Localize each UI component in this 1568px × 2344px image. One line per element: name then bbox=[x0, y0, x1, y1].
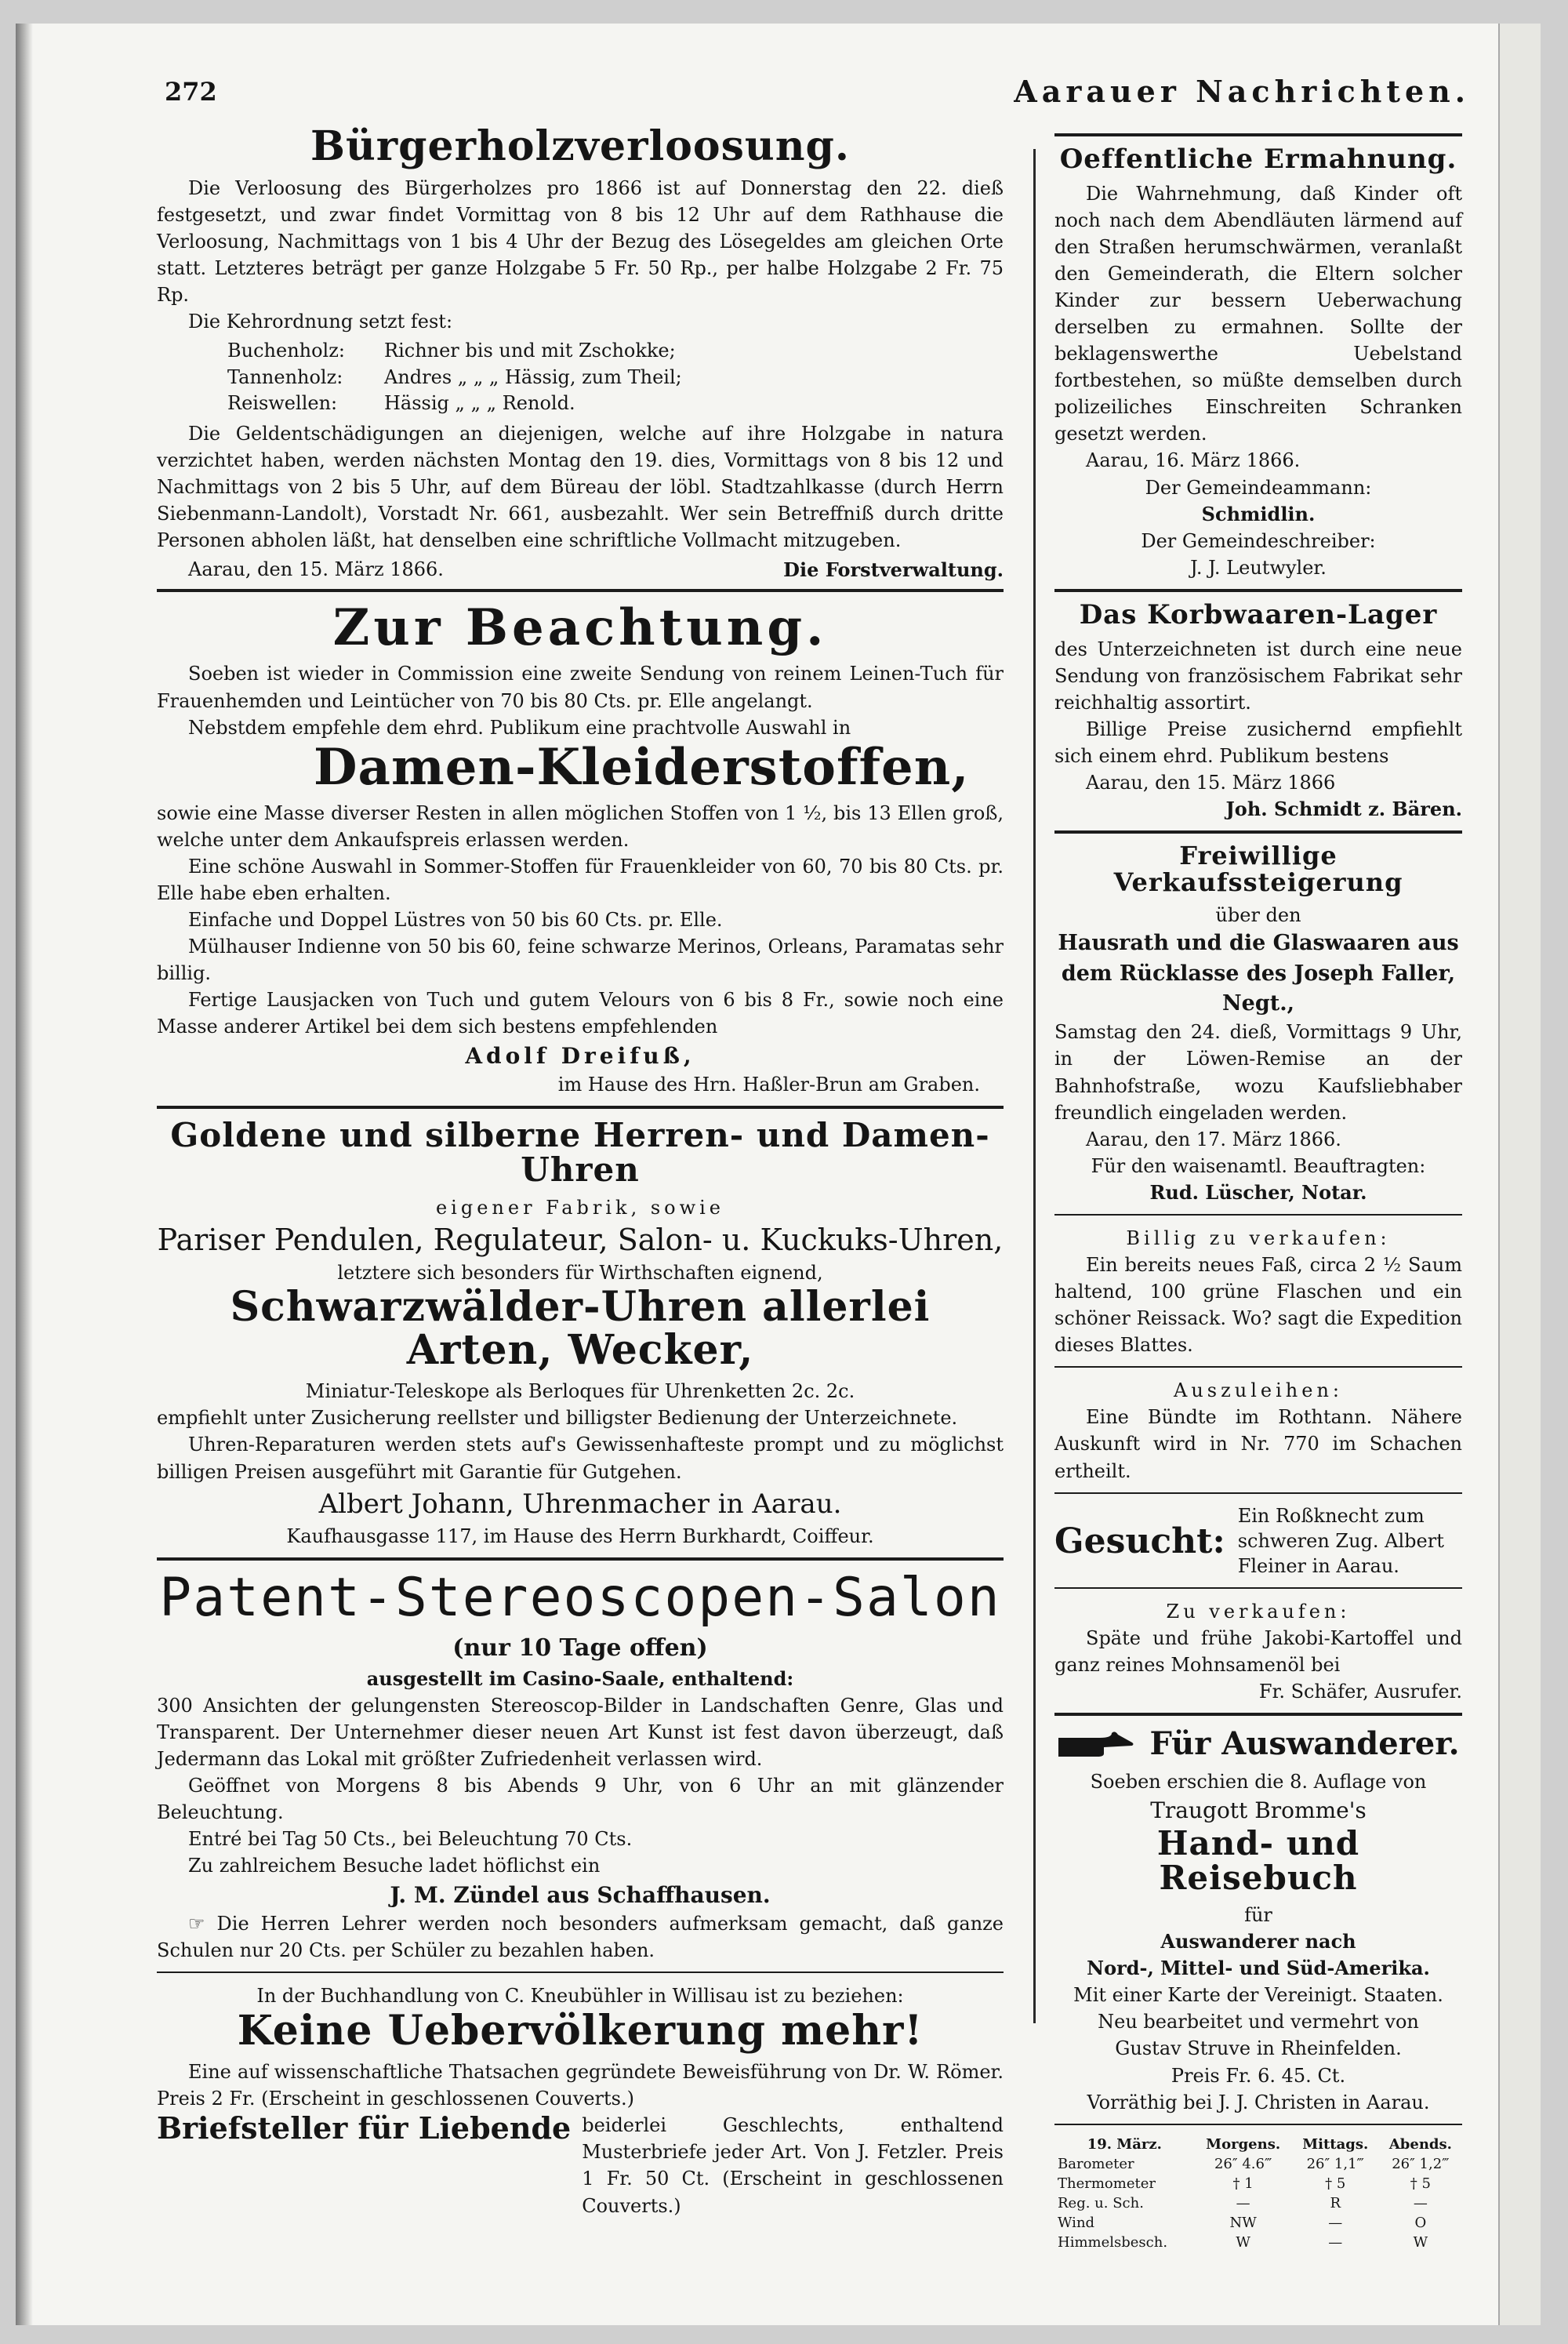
versteigerung-title: Freiwillige Verkaufssteigerung bbox=[1113, 841, 1403, 897]
weather-cell: † 5 bbox=[1410, 2175, 1431, 2192]
ad-auswanderer bbox=[1054, 1725, 1462, 2116]
weather-row bbox=[1054, 2154, 1462, 2174]
weather-cell: — bbox=[1328, 2214, 1343, 2231]
weather-row bbox=[1054, 2233, 1462, 2252]
section-rule bbox=[157, 589, 1004, 592]
right-column bbox=[1054, 125, 1462, 2252]
weather-header-row bbox=[1054, 2135, 1462, 2154]
pointing-hand-icon bbox=[1057, 1728, 1135, 1760]
ad-zu-verkaufen bbox=[1054, 1598, 1462, 1705]
korb-date: Aarau, den 15. März 1866 bbox=[1086, 771, 1336, 794]
buchhandlung-intro: In der Buchhandlung von C. Kneubühler in Willisau ist zu beziehen: bbox=[256, 1985, 904, 2008]
weather-header: Morgens. bbox=[1206, 2135, 1281, 2153]
pointing-hand-icon: ☞ bbox=[188, 1913, 217, 1935]
weather-cell: Reg. u. Sch. bbox=[1058, 2194, 1144, 2211]
beachtung-p7: Fertige Lausjacken von Tuch und gutem Velours von 6 bis 8 Fr., sowie noch eine Masse anderer Artikel bei dem sich bestens empfehlenden bbox=[157, 989, 1004, 1038]
beachtung-p5: Einfache und Doppel Lüstres von 50 bis 60 Cts. pr. Elle. bbox=[188, 909, 723, 932]
beachtung-p3: sowie eine Masse diverser Resten in allen möglichen Stoffen von 1 ½, bis 13 Ellen groß, welche unter dem Ankaufspreis erlassen werden. bbox=[157, 801, 1004, 851]
uhren-line5: Miniatur-Teleskope als Berloques für Uhrenketten 2c. 2c. bbox=[305, 1380, 855, 1403]
facing-page-edge bbox=[1498, 24, 1541, 2325]
auswanderer-title: Für Auswanderer. bbox=[1149, 1725, 1460, 1763]
briefsteller-title: Briefsteller für Liebende bbox=[157, 2110, 572, 2146]
verkaufen-title: Zu verkaufen: bbox=[1166, 1600, 1351, 1623]
stereo-sub1: (nur 10 Tage offen) bbox=[452, 1634, 708, 1663]
buergerholz-signature bbox=[157, 558, 1004, 581]
auszuleihen-title: Auszuleihen: bbox=[1174, 1379, 1343, 1402]
weather-cell: 26″ 1,1‴ bbox=[1306, 2155, 1364, 2172]
uhren-line4: Schwarzwälder-Uhren allerlei Arten, Wecker, bbox=[230, 1283, 931, 1374]
damen-kleiderstoffen-heading: Damen-Kleiderstoffen, bbox=[314, 737, 970, 797]
verkaufen-p1: Späte und frühe Jakobi-Kartoffel und ganz reines Mohnsamenöl bei bbox=[1054, 1626, 1462, 1676]
weather-cell: NW bbox=[1229, 2214, 1257, 2231]
section-rule bbox=[1054, 1214, 1462, 1216]
auswanderer-l10: Vorräthig bei J. J. Christen in Aarau. bbox=[1087, 2091, 1430, 2113]
stereo-sub2: ausgestellt im Casino-Saale, enthaltend: bbox=[366, 1666, 794, 1690]
kehrordnung-row: Buchenholz: Richner bis und mit Zschokke; bbox=[227, 340, 676, 362]
buergerholz-p1: Die Verloosung des Bürgerholzes pro 1866 ist auf Donnerstag den 22. dieß festgesetzt, und zwar findet Vormittag von 8 bis 12 Uhr auf dem Rathhause die Verloosung, Nachmittags von 1 bis 4 Uhr der Bezug des Lösegeldes am gleichen Orte statt. Letzteres beträgt per ganze Holzgabe 5 Fr. 50 Rp., per halbe Holzgabe 2 Fr. 75 Rp. bbox=[157, 176, 1004, 306]
briefsteller-row bbox=[157, 2112, 1004, 2219]
versteigerung-l2: Hausrath und die Glaswaaren aus dem Rücklasse des Joseph Faller, Negt., bbox=[1058, 931, 1459, 1016]
left-column bbox=[157, 122, 1004, 2219]
weather-cell: — bbox=[1328, 2233, 1343, 2251]
weather-cell: Thermometer bbox=[1058, 2175, 1156, 2192]
weather-cell: Wind bbox=[1058, 2214, 1095, 2231]
buergerholz-title: Bürgerholzverloosung. bbox=[310, 122, 850, 170]
auswanderer-l1: Soeben erschien die 8. Auflage von bbox=[1090, 1771, 1427, 1793]
ad-uhren bbox=[157, 1118, 1004, 1550]
beachtung-title: Zur Beachtung. bbox=[332, 598, 828, 658]
weather-cell: — bbox=[1236, 2194, 1250, 2211]
korb-title: Das Korbwaaren-Lager bbox=[1079, 598, 1438, 631]
weather-cell: Himmelsbesch. bbox=[1058, 2233, 1168, 2251]
ad-auszuleihen bbox=[1054, 1377, 1462, 1484]
weather-cell: — bbox=[1413, 2194, 1428, 2211]
stereo-p5: ☞ Die Herren Lehrer werden noch besonders aufmerksam gemacht, daß ganze Schulen nur 20 Cts. per Schüler zu bezahlen haben. bbox=[157, 1913, 1004, 1962]
auszuleihen-p1: Eine Bündte im Rothtann. Nähere Auskunft wird in Nr. 770 im Schachen ertheilt. bbox=[1054, 1406, 1462, 1482]
weather-cell: R bbox=[1330, 2194, 1341, 2211]
auswanderer-l7: Neu bearbeitet und vermehrt von bbox=[1098, 2011, 1419, 2033]
kehrordnung-row: Reiswellen: Hässig „ „ „ Renold. bbox=[227, 392, 575, 415]
page-number: 272 bbox=[165, 77, 217, 107]
section-rule bbox=[1054, 133, 1462, 136]
masthead: Aarauer Nachrichten. bbox=[1014, 74, 1470, 109]
buergerholz-p2: Die Kehrordnung setzt fest: bbox=[188, 310, 453, 333]
section-rule bbox=[1054, 589, 1462, 592]
stereo-p3: Entré bei Tag 50 Cts., bei Beleuchtung 70 Cts. bbox=[188, 1828, 633, 1851]
versteigerung-p1: Samstag den 24. dieß, Vormittags 9 Uhr, in der Löwen-Remise an der Bahnhofstraße, wozu Kaufsliebhaber freundlich eingeladen werden. bbox=[1054, 1021, 1462, 1124]
versteigerung-name: Rud. Lüscher, Notar. bbox=[1149, 1180, 1367, 1204]
weather-header: 19. März. bbox=[1087, 2135, 1162, 2153]
versteigerung-date: Aarau, den 17. März 1866. bbox=[1086, 1128, 1341, 1150]
section-rule bbox=[1054, 1713, 1462, 1716]
newspaper-page bbox=[16, 24, 1541, 2325]
buchhandlung-title: Keine Uebervölkerung mehr! bbox=[237, 2006, 924, 2055]
verkaufen-signer: Fr. Schäfer, Ausrufer. bbox=[1258, 1681, 1462, 1703]
ad-ermahnung bbox=[1054, 146, 1462, 581]
ad-korbwaaren bbox=[1054, 598, 1462, 823]
weather-row bbox=[1054, 2174, 1462, 2193]
auswanderer-l5: Nord-, Mittel- und Süd-Amerika. bbox=[1087, 1957, 1430, 1980]
beachtung-signer: Adolf Dreifuß, bbox=[465, 1042, 695, 1069]
auswanderer-big: Hand- und Reisebuch bbox=[1156, 1823, 1360, 1897]
uhren-line1: eigener Fabrik, sowie bbox=[435, 1196, 725, 1219]
uhren-title: Goldene und silberne Herren- und Damen-Uhren bbox=[170, 1116, 990, 1190]
section-rule bbox=[1054, 1587, 1462, 1589]
versteigerung-role: Für den waisenamtl. Beauftragten: bbox=[1091, 1154, 1426, 1177]
korb-p1: des Unterzeichneten ist durch eine neue Sendung von französischem Fabrikat sehr reichhaltig assortirt. bbox=[1054, 638, 1462, 714]
ad-billig bbox=[1054, 1225, 1462, 1358]
buchhandlung-p1: Eine auf wissenschaftliche Thatsachen gegründete Beweisführung von Dr. W. Römer. Preis 2 Fr. (Erscheint in geschlossenen Couverts.) bbox=[157, 2061, 1004, 2110]
section-rule bbox=[157, 1557, 1004, 1561]
beachtung-address: im Hause des Hrn. Haßler-Brun am Graben. bbox=[557, 1074, 980, 1096]
stereo-p4: Zu zahlreichem Besuche ladet höflichst ein bbox=[188, 1855, 601, 1877]
beachtung-p6: Mülhauser Indienne von 50 bis 60, feine schwarze Merinos, Orleans, Paramatas sehr billig. bbox=[157, 936, 1004, 985]
section-rule bbox=[1054, 830, 1462, 834]
weather-cell: O bbox=[1414, 2214, 1427, 2231]
section-rule bbox=[1054, 1492, 1462, 1494]
weather-cell: W bbox=[1413, 2233, 1428, 2251]
gesucht-label: Gesucht: bbox=[1054, 1521, 1225, 1561]
weather-cell: W bbox=[1236, 2233, 1250, 2251]
section-rule bbox=[1054, 1366, 1462, 1368]
weather-cell: Barometer bbox=[1058, 2155, 1134, 2172]
auswanderer-heading bbox=[1054, 1725, 1462, 1762]
uhren-address: Kaufhausgasse 117, im Hause des Herrn Burkhardt, Coiffeur. bbox=[286, 1525, 874, 1547]
beachtung-p4: Eine schöne Auswahl in Sommer-Stoffen für Frauenkleider von 60, 70 bis 80 Cts. pr. Elle habe eben erhalten. bbox=[157, 856, 1004, 905]
billig-title: Billig zu verkaufen: bbox=[1126, 1227, 1391, 1249]
stereo-title: Patent-Stereoscopen-Salon bbox=[159, 1566, 1001, 1629]
ermahnung-date: Aarau, 16. März 1866. bbox=[1086, 449, 1301, 472]
ermahnung-title: Oeffentliche Ermahnung. bbox=[1059, 144, 1457, 175]
uhren-signer: Albert Johann, Uhrenmacher in Aarau. bbox=[318, 1488, 842, 1520]
buergerholz-signer: Die Forstverwaltung. bbox=[783, 558, 1004, 582]
weather-row bbox=[1054, 2193, 1462, 2213]
kehrordnung-row: Tannenholz: Andres „ „ „ Hässig, zum Theil; bbox=[227, 365, 682, 388]
versteigerung-l1: über den bbox=[1215, 904, 1301, 927]
uhren-p1: empfiehlt unter Zusicherung reellster und billigster Bedienung der Unterzeichnete. bbox=[157, 1407, 958, 1430]
page-binding-shadow bbox=[16, 24, 33, 2325]
ermahnung-name1: Schmidlin. bbox=[1201, 502, 1316, 525]
ermahnung-role2: Der Gemeindeschreiber: bbox=[1141, 529, 1376, 552]
ad-buergerholz bbox=[157, 122, 1004, 582]
column-divider bbox=[1033, 149, 1036, 2023]
stereo-p1: 300 Ansichten der gelungensten Stereoscop-Bilder in Landschaften Genre, Glas und Transparent. Der Unternehmer dieser neuen Art Kunst ist fest davon überzeugt, daß Jedermann das Lokal mit größter Zufriedenheit verlassen wird. bbox=[157, 1695, 1004, 1771]
weather-header: Mittags. bbox=[1302, 2135, 1369, 2153]
korb-p2: Billige Preise zusichernd empfiehlt sich einem ehrd. Publikum bestens bbox=[1054, 718, 1462, 767]
ermahnung-role1: Der Gemeindeammann: bbox=[1145, 476, 1372, 499]
kehrordnung-list bbox=[157, 338, 1004, 417]
section-rule bbox=[157, 1106, 1004, 1109]
auswanderer-l6: Mit einer Karte der Vereinigt. Staaten. bbox=[1073, 1984, 1443, 2007]
auswanderer-l2: Traugott Bromme's bbox=[1150, 1797, 1367, 1824]
weather-cell: 26″ 4.6‴ bbox=[1214, 2155, 1272, 2172]
ad-stereoscopen bbox=[157, 1566, 1004, 1964]
auswanderer-l8: Gustav Struve in Rheinfelden. bbox=[1115, 2037, 1402, 2060]
gesucht-text: Ein Roßknecht zum schweren Zug. Albert Fleiner in Aarau. bbox=[1237, 1504, 1444, 1578]
ermahnung-name2: J. J. Leutwyler. bbox=[1190, 556, 1327, 579]
section-rule bbox=[1054, 2124, 1462, 2125]
uhren-line2: Pariser Pendulen, Regulateur, Salon- u. Kuckuks-Uhren, bbox=[157, 1222, 1004, 1257]
buergerholz-date: Aarau, den 15. März 1866. bbox=[188, 558, 444, 581]
weather-cell: 26″ 1,2‴ bbox=[1392, 2155, 1450, 2172]
ad-gesucht bbox=[1054, 1503, 1462, 1579]
stereo-p2: Geöffnet von Morgens 8 bis Abends 9 Uhr, von 6 Uhr an mit glänzender Beleuchtung. bbox=[157, 1775, 1004, 1824]
korb-signer: Joh. Schmidt z. Bären. bbox=[1225, 798, 1462, 821]
weather-table bbox=[1054, 2135, 1462, 2252]
weather-row bbox=[1054, 2213, 1462, 2233]
beachtung-p1: Soeben ist wieder in Commission eine zweite Sendung von reinem Leinen-Tuch für Frauenhemden und Leintücher von 70 bis 80 Cts. pr. Elle angelangt. bbox=[157, 663, 1004, 712]
uhren-p2: Uhren-Reparaturen werden stets auf's Gewissenhafteste prompt und zu möglichst billigen Preisen ausgeführt mit Garantie für Gutgehen. bbox=[157, 1434, 1004, 1483]
buergerholz-p3: Die Geldentschädigungen an diejenigen, welche auf ihre Holzgabe in natura verzichtet haben, werden nächsten Montag den 19. dies, Vormittags von 8 bis 12 und Nachmittags von 2 bis 5 Uhr, auf dem Büreau der löbl. Stadtzahlkasse (durch Herrn Siebenmann-Landolt), Vorstadt Nr. 661, ausbezahlt. Wer sein Betreffniß durch dritte Personen abholen läßt, hat denselben eine schriftliche Vollmacht mitzugeben. bbox=[157, 422, 1004, 552]
weather-cell: † 5 bbox=[1325, 2175, 1346, 2192]
weather-header: Abends. bbox=[1388, 2135, 1452, 2153]
auswanderer-l4: Auswanderer nach bbox=[1160, 1930, 1356, 1953]
stereo-signer: J. M. Zündel aus Schaffhausen. bbox=[390, 1881, 771, 1908]
auswanderer-l9: Preis Fr. 6. 45. Ct. bbox=[1171, 2064, 1346, 2087]
briefsteller-text: beiderlei Geschlechts, enthaltend Musterbriefe jeder Art. Von J. Fetzler. Preis 1 Fr. 50 Ct. (Erscheint in geschlossenen Couverts.) bbox=[582, 2114, 1004, 2217]
ermahnung-p1: Die Wahrnehmung, daß Kinder oft noch nach dem Abendläuten lärmend auf den Straßen herumschwärmen, veranlaßt den Gemeinderath, die Eltern solcher Kinder zur bessern Ueberwachung derselben zu ermahnen. Sollte der beklagenswerthe Uebelstand fortbestehen, so müßte demselben durch polizeiliches Einschreiten Schranken gesetzt werden. bbox=[1054, 182, 1462, 445]
beachtung-p2: Nebstdem empfehle dem ehrd. Publikum eine prachtvolle Auswahl in bbox=[188, 716, 851, 739]
billig-p1: Ein bereits neues Faß, circa 2 ½ Saum haltend, 100 grüne Flaschen und ein schöner Reissack. Wo? sagt die Expedition dieses Blattes. bbox=[1054, 1253, 1462, 1357]
weather-cell: † 1 bbox=[1232, 2175, 1254, 2192]
ad-buchhandlung bbox=[157, 1982, 1004, 2219]
section-rule bbox=[157, 1972, 1004, 1973]
ad-beachtung bbox=[157, 598, 1004, 1098]
ad-versteigerung bbox=[1054, 843, 1462, 1206]
page-header bbox=[165, 72, 1470, 119]
uhren-line3: letztere sich besonders für Wirthschaften eignend, bbox=[337, 1262, 823, 1285]
auswanderer-l3: für bbox=[1244, 1904, 1272, 1927]
